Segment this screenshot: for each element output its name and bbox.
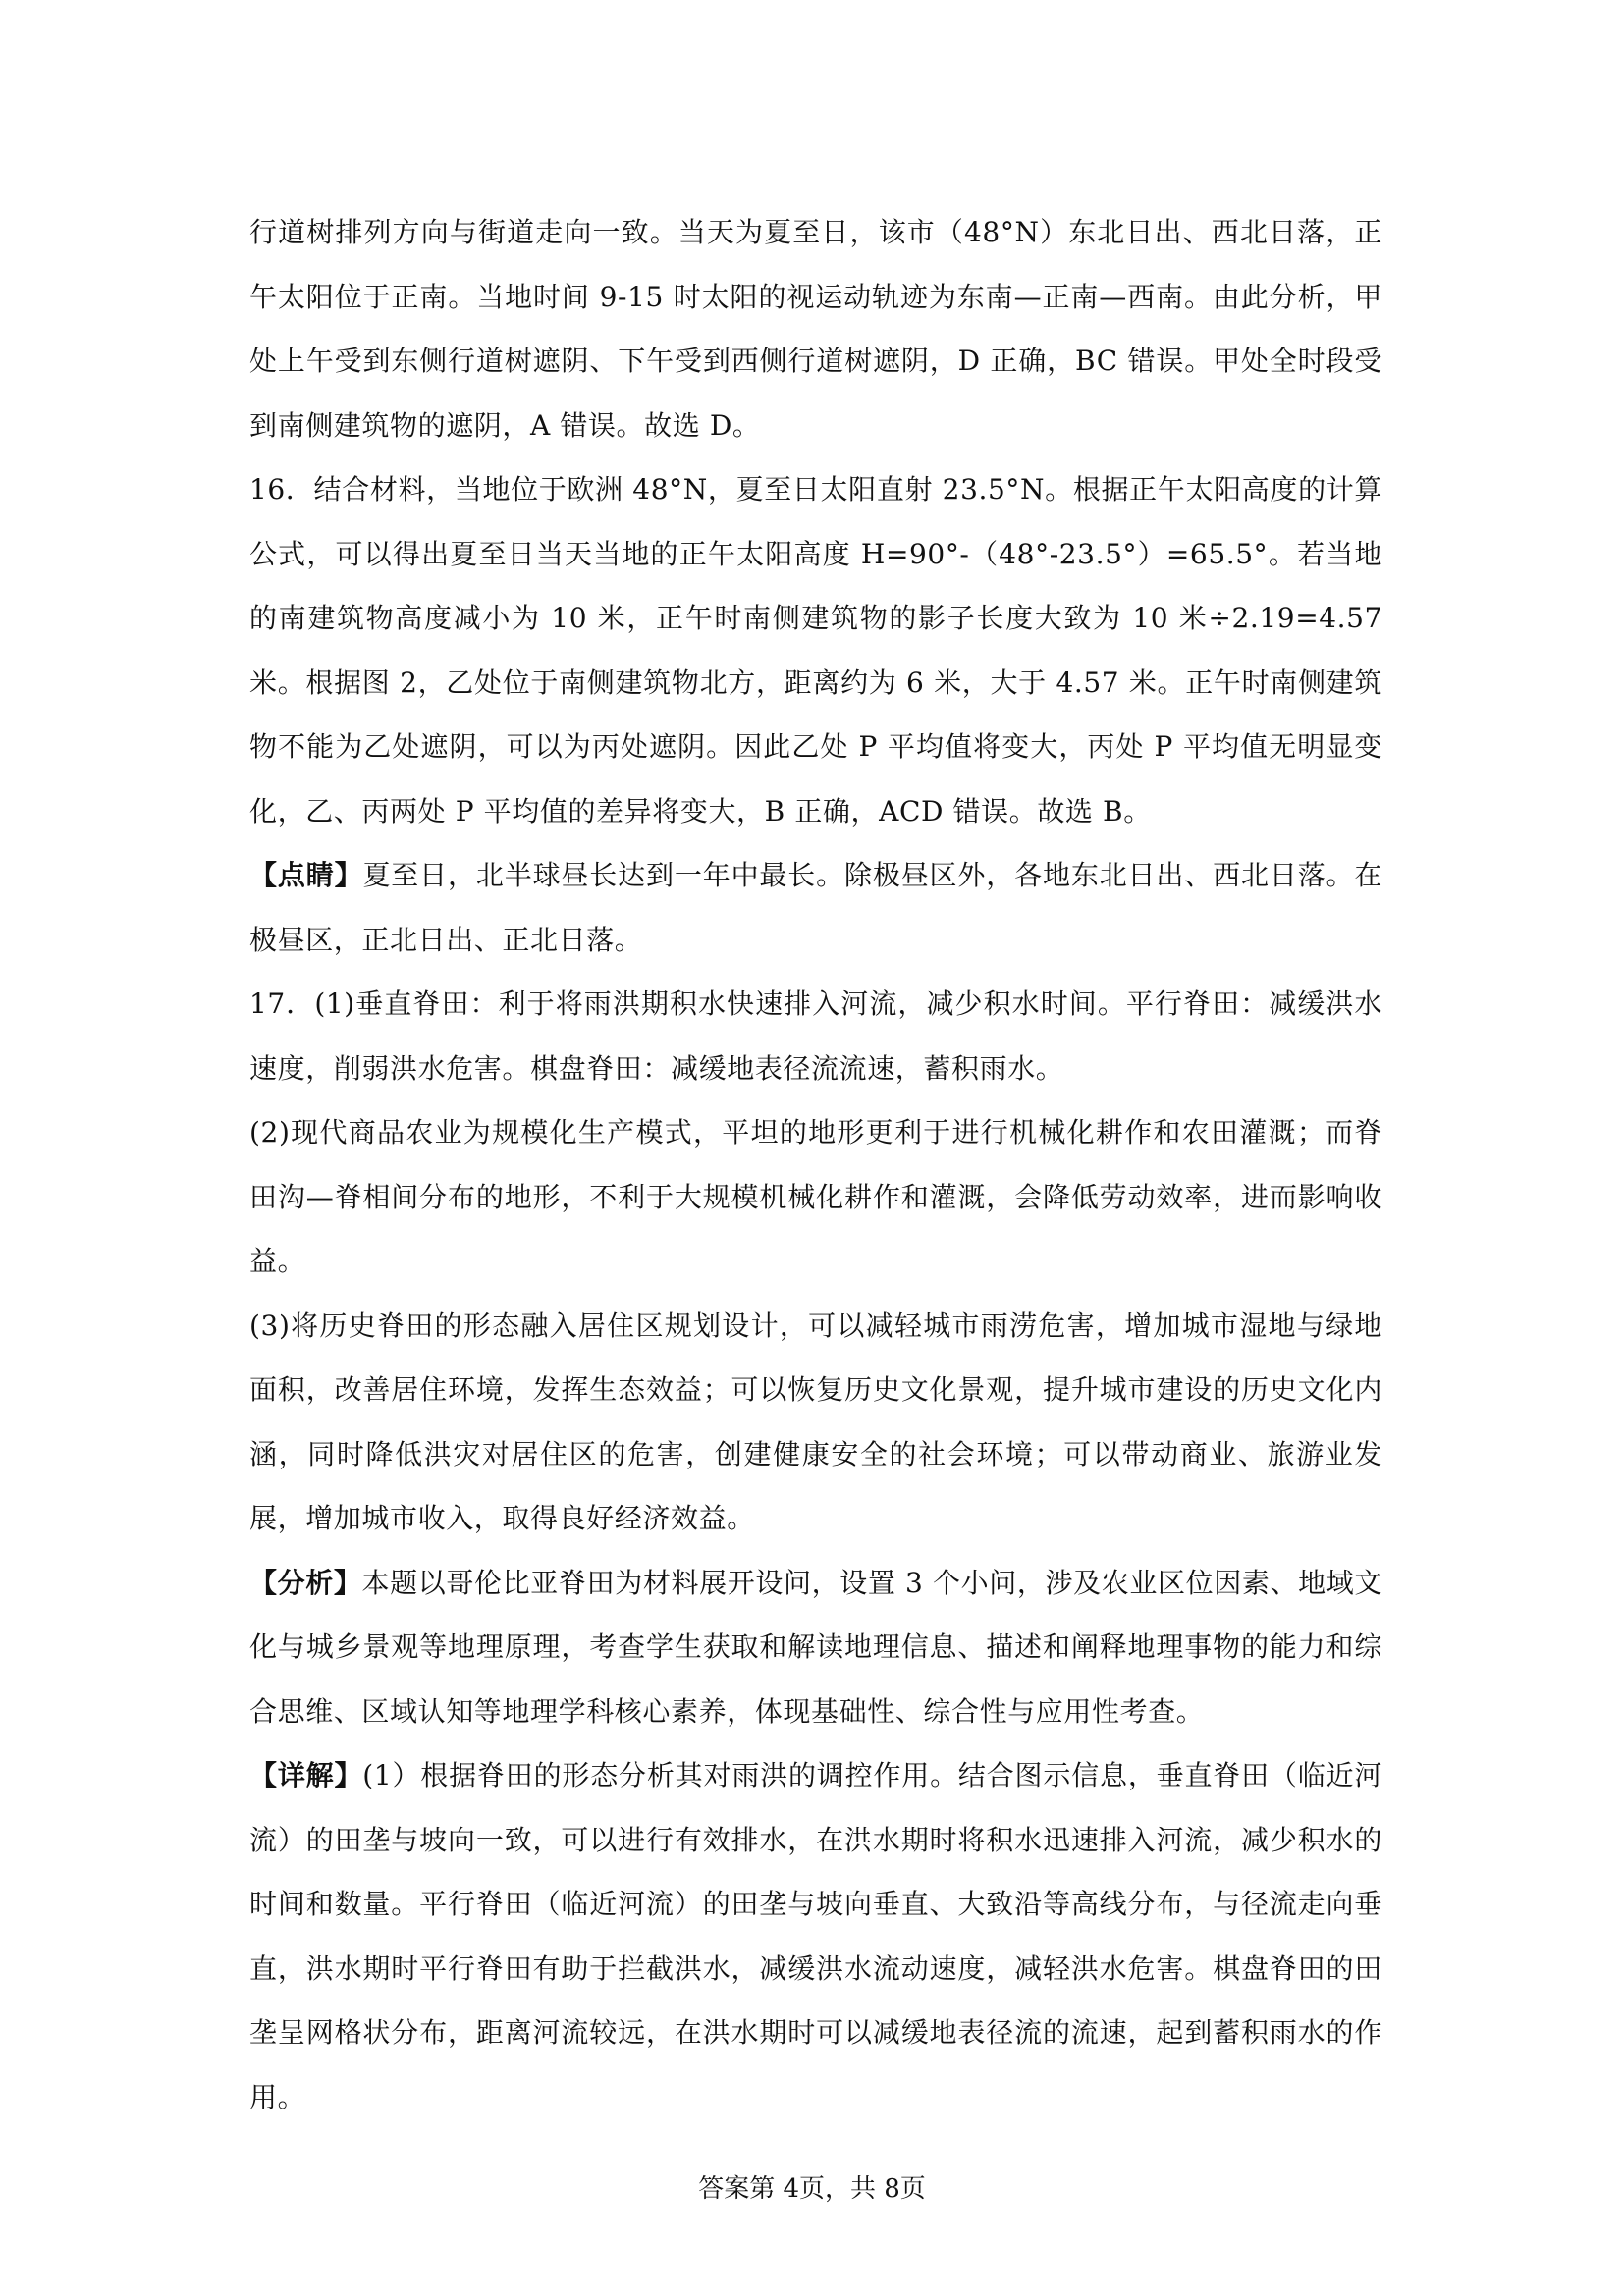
paragraph-q16-answer: 16．结合材料，当地位于欧洲 48°N，夏至日太阳直射 23.5°N。根据正午太阳高度的计算公式，可以得出夏至日当天当地的正午太阳高度 H=90°-（48°-23.5°）=65.5°。若当地的南建筑物高度减小为 10 米，正午时南侧建筑物的影子长度大致为 10 米÷2.19=4.57 米。根据图 2，乙处位于南侧建筑物北方，距离约为 6 米，大于 4.57 米。正午时南侧建筑物不能为乙处遮阴，可以为丙处遮阴。因此乙处 P 平均值将变大，丙处 P 平均值无明显变化，乙、丙两处 P 平均值的差异将变大，B 正确，ACD 错误。故选 B。 [249, 473, 1382, 828]
tip-tag: 【点睛】 [249, 859, 363, 891]
analysis-tag: 【分析】 [249, 1566, 362, 1599]
paragraph-q17-detail: 【详解】(1）根据脊田的形态分析其对雨洪的调控作用。结合图示信息，垂直脊田（临近河流）的田垄与坡向一致，可以进行有效排水，在洪水期时将积水迅速排入河流，减少积水的时间和数量。平行脊田（临近河流）的田垄与坡向垂直、大致沿等高线分布，与径流走向垂直，洪水期时平行脊田有助于拦截洪水，减缓洪水流动速度，减轻洪水危害。棋盘脊田的田垄呈网格状分布，距离河流较远，在洪水期时可以减缓地表径流的流速，起到蓄积雨水的作用。 [249, 1759, 1382, 2113]
document-body [249, 200, 1382, 2129]
detail-tag: 【详解】 [249, 1759, 363, 1791]
paragraph-q17-part3: (3)将历史脊田的形态融入居住区规划设计，可以减轻城市雨涝危害，增加城市湿地与绿地面积，改善居住环境，发挥生态效益；可以恢复历史文化景观，提升城市建设的历史文化内涵，同时降低洪灾对居住区的危害，创建健康安全的社会环境；可以带动商业、旅游业发展，增加城市收入，取得良好经济效益。 [249, 1308, 1382, 1534]
page-footer: 答案第 4页，共 8页 [698, 2174, 926, 2204]
paragraph-q17-analysis: 【分析】本题以哥伦比亚脊田为材料展开设问，设置 3 个小问，涉及农业区位因素、地域文化与城乡景观等地理原理，考查学生获取和解读地理信息、描述和阐释地理事物的能力和综合思维、区域认知等地理学科核心素养，体现基础性、综合性与应用性考查。 [249, 1566, 1383, 1728]
paragraph-q17-part2: (2)现代商品农业为规模化生产模式，平坦的地形更利于进行机械化耕作和农田灌溉；而脊田沟—脊相间分布的地形，不利于大规模机械化耕作和灌溉，会降低劳动效率，进而影响收益。 [249, 1116, 1382, 1277]
paragraph-q15-explanation: 行道树排列方向与街道走向一致。当天为夏至日，该市（48°N）东北日出、西北日落，正午太阳位于正南。当地时间 9-15 时太阳的视运动轨迹为东南—正南—西南。由此分析，甲处上午受到东侧行道树遮阴、下午受到西侧行道树遮阴，D 正确，BC 错误。甲处全时段受到南侧建筑物的遮阴，A 错误。故选 D。 [249, 216, 1382, 442]
paragraph-q16-tip: 【点睛】夏至日，北半球昼长达到一年中最长。除极昼区外，各地东北日出、西北日落。在极昼区，正北日出、正北日落。 [249, 859, 1383, 956]
paragraph-q17-part1: 17．(1)垂直脊田：利于将雨洪期积水快速排入河流，减少积水时间。平行脊田：减缓洪水速度，削弱洪水危害。棋盘脊田：减缓地表径流流速，蓄积雨水。 [249, 988, 1382, 1085]
